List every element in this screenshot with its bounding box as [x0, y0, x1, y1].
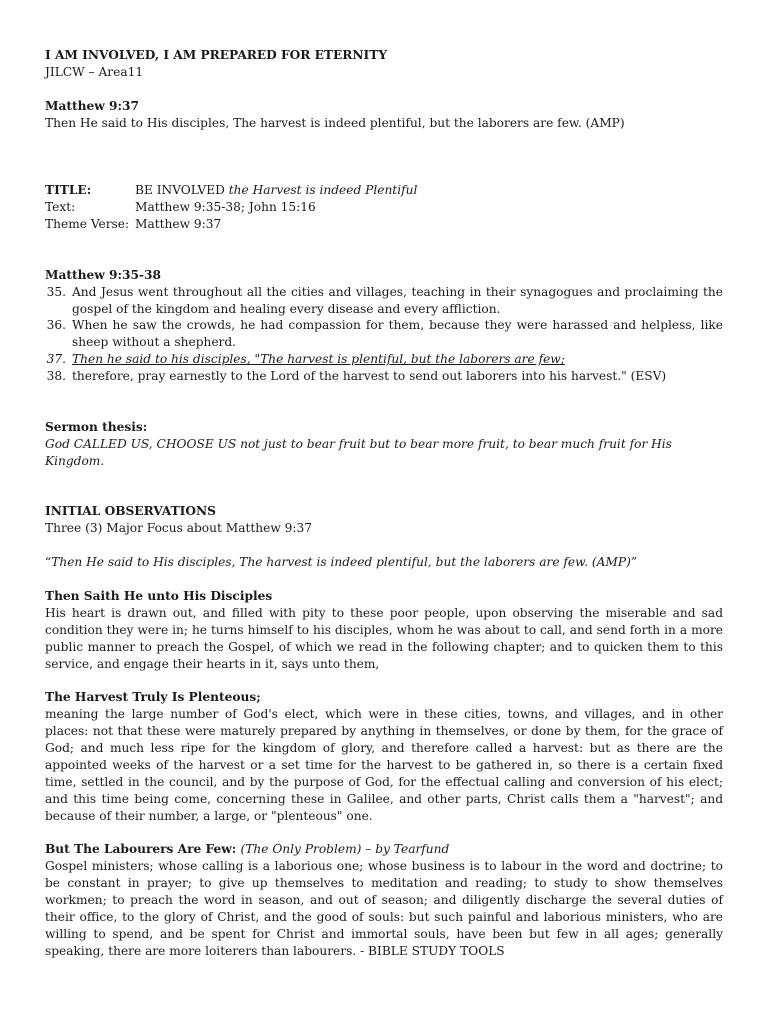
- spacer: [45, 165, 723, 182]
- observations-heading: INITIAL OBSERVATIONS: [45, 504, 216, 519]
- verse-number: 35.: [46, 284, 66, 299]
- meta-text-label: Text:: [45, 200, 76, 215]
- meta-title-row: [45, 182, 723, 199]
- observations-quote: “Then He said to His disciples, The harvest is indeed plentiful, but the laborers are few. (AMP)”: [45, 555, 638, 570]
- verse-number: 38.: [46, 369, 66, 384]
- meta-title-value: [135, 182, 417, 199]
- document-subtitle: JILCW – Area11: [45, 64, 144, 79]
- meta-title-plain: BE INVOLVED: [135, 183, 229, 198]
- section-heading-italic: (The Only Problem) – by Tearfund: [240, 842, 450, 857]
- meta-text-value: Matthew 9:35-38; John 15:16: [135, 200, 316, 215]
- verse-text: When he saw the crowds, he had compassion for them, because they were harassed and helpless, like sheep without a shepherd.: [72, 318, 723, 350]
- spacer: [45, 132, 723, 166]
- key-verse-text: Then He said to His disciples, The harvest is indeed plentiful, but the laborers are few. (AMP): [45, 115, 625, 130]
- verse-item: [45, 368, 723, 385]
- verse-list: [45, 284, 723, 385]
- verse-text-underlined: Then he said to his disciples, "The harvest is plentiful, but the laborers are few;: [72, 352, 565, 367]
- section-heading: The Harvest Truly Is Plenteous;: [45, 690, 261, 705]
- spacer: [45, 672, 723, 689]
- spacer: [45, 385, 723, 419]
- spacer: [45, 571, 723, 588]
- spacer: [45, 470, 723, 504]
- meta-theme-value: Matthew 9:37: [135, 217, 222, 232]
- verse-number: 36.: [46, 318, 66, 333]
- section-body: meaning the large number of God's elect, which were in these cities, towns, and villages, and in other places: not that these were maturely prepared by anything in themselves, or done by them, for the grace of God; and much less ripe for the kingdom of glory, and therefore called a harvest: but as there are the appointed weeks of the harvest or a set time for the harvest to be gathered in, so there is a certain fixed time, settled in the council, and by the purpose of God, for the effectual calling and conversion of his elect; and this time being come, concerning these in Galilee, and other parts, Christ calls them a "harvest"; and because of their number, a large, or "plenteous" one.: [45, 707, 723, 823]
- key-verse-ref: Matthew 9:37: [45, 98, 139, 113]
- verse-number: 37.: [46, 352, 66, 367]
- section-heading-bold: But The Labourers Are Few:: [45, 842, 241, 857]
- section-heading: [45, 841, 723, 858]
- observations-intro: Three (3) Major Focus about Matthew 9:37: [45, 521, 313, 536]
- meta-title-italic: the Harvest is indeed Plentiful: [228, 183, 418, 198]
- spacer: [45, 825, 723, 842]
- thesis-text: God CALLED US, CHOOSE US not just to bear fruit but to bear more fruit, to bear much fruit for His Kingdom.: [45, 436, 672, 468]
- verse-item: [45, 284, 723, 318]
- meta-theme-row: [45, 216, 723, 233]
- document-page: [45, 47, 723, 960]
- section-heading: Then Saith He unto His Disciples: [45, 588, 273, 603]
- verse-text: And Jesus went throughout all the cities and villages, teaching in their synagogues and proclaiming the gospel of the kingdom and healing every disease and every affliction.: [72, 284, 723, 316]
- meta-title-label: TITLE:: [45, 183, 92, 198]
- meta-theme-label: Theme Verse:: [45, 217, 130, 232]
- passage-ref: Matthew 9:35-38: [45, 267, 161, 282]
- document-title: I AM INVOLVED, I AM PREPARED FOR ETERNITY: [45, 48, 388, 62]
- spacer: [45, 537, 723, 554]
- spacer: [45, 81, 723, 98]
- verse-item: [45, 317, 723, 351]
- thesis-heading: Sermon thesis:: [45, 419, 148, 434]
- meta-text-row: [45, 199, 723, 216]
- section-body: Gospel ministers; whose calling is a laborious one; whose business is to labour in the word and doctrine; to be constant in prayer; to give up themselves to meditation and reading; to study to show themselves workmen; to preach the word in season, and out of season; and diligently discharge the several duties of their office, to the glory of Christ, and the good of souls: but such painful and laborious ministers, who are willing to spend, and be spent for Christ and immortal souls, have been but few in all ages; generally speaking, there are more loiterers than labourers. - BIBLE STUDY TOOLS: [45, 859, 723, 958]
- verse-item-highlighted: [45, 351, 723, 368]
- section-body: His heart is drawn out, and filled with pity to these poor people, upon observing the miserable and sad condition they were in; he turns himself to his disciples, whom he was about to call, and send forth in a more public manner to preach the Gospel, of which we read in the following chapter; and to quicken them to this service, and engage their hearts in it, says unto them,: [45, 605, 723, 671]
- spacer: [45, 233, 723, 267]
- verse-text: therefore, pray earnestly to the Lord of the harvest to send out laborers into his harvest." (ESV): [72, 369, 667, 384]
